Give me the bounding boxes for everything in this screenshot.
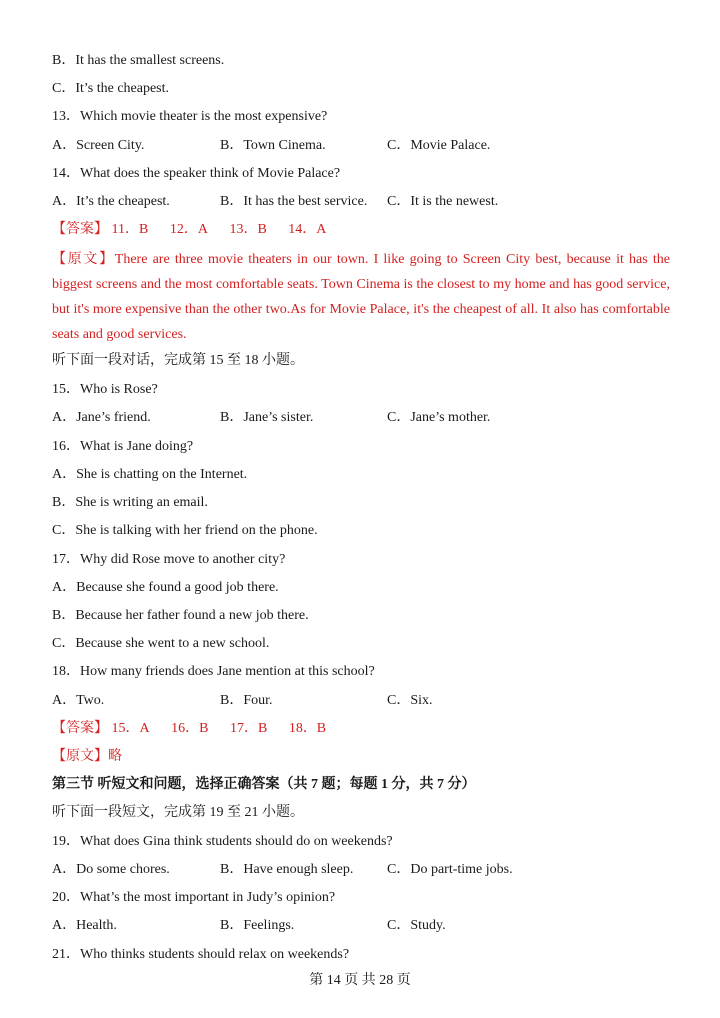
question-13: 13．Which movie theater is the most expensive?: [52, 109, 328, 124]
option-b: B．Because her father found a new job there.: [52, 608, 309, 623]
original-label: 【原文】: [52, 749, 108, 764]
answer-key-1: [52, 220, 344, 240]
option-a: A．Jane’s friend.: [52, 410, 151, 425]
answer-item: 16．B: [171, 721, 209, 736]
instruction-19-21: 听下面一段短文，完成第 19 至 21 小题。: [52, 805, 304, 820]
original-label: 【原文】: [52, 252, 115, 267]
question-17: 17．Why did Rose move to another city?: [52, 552, 286, 567]
question-14: 14．What does the speaker think of Movie Palace?: [52, 166, 341, 181]
answer-key-2: [52, 719, 344, 739]
question-19: 19．What does Gina think students should do on weekends?: [52, 834, 393, 849]
original-transcript: There are three movie theaters in our town. I like going to Screen City best, because it has the biggest screens and the most comfortable seats. Town Cinema is the closest to my home and has good service, but it's more expensive than the other two.As for Movie Palace, it's the cheapest of all. It also has comfortable seats and good services.: [52, 252, 670, 342]
option-line: C．It’s the cheapest.: [52, 81, 170, 96]
option-a: A．Health.: [52, 918, 117, 933]
question-15: 15．Who is Rose?: [52, 382, 158, 397]
option-c: C．Study.: [387, 918, 446, 933]
question-20: 20．What’s the most important in Judy’s opinion?: [52, 890, 336, 905]
option-b: B．Four.: [220, 693, 273, 708]
option-c: C．Because she went to a new school.: [52, 636, 270, 651]
answer-item: 11．B: [111, 222, 149, 237]
instruction-15-18: 听下面一段对话，完成第 15 至 18 小题。: [52, 353, 304, 368]
option-b: B．Jane’s sister.: [220, 410, 314, 425]
option-a: A．It’s the cheapest.: [52, 194, 170, 209]
option-c: C．Movie Palace.: [387, 138, 491, 153]
option-b: B．She is writing an email.: [52, 495, 208, 510]
answer-item: 13．B: [229, 222, 267, 237]
option-a: A．Two.: [52, 693, 105, 708]
option-c: C．She is talking with her friend on the phone.: [52, 523, 318, 538]
original-text-2: [52, 747, 122, 767]
original-text-1: [52, 247, 670, 347]
section-heading: 第三节 听短文和问题，选择正确答案（共 7 题；每题 1 分，共 7 分）: [52, 777, 476, 792]
option-c: C．Six.: [387, 693, 433, 708]
page-footer: 第 14 页 共 28 页: [309, 973, 411, 988]
question-16: 16．What is Jane doing?: [52, 439, 194, 454]
option-a: A．She is chatting on the Internet.: [52, 467, 248, 482]
answer-item: 12．A: [169, 222, 208, 237]
option-c: C．Do part-time jobs.: [387, 862, 513, 877]
option-b: B．Feelings.: [220, 918, 295, 933]
option-b: B．It has the best service.: [220, 194, 368, 209]
question-18: 18．How many friends does Jane mention at this school?: [52, 664, 375, 679]
answer-item: 15．A: [111, 721, 150, 736]
answer-item: 18．B: [288, 721, 327, 736]
answer-item: 17．B: [229, 721, 268, 736]
option-line: B．It has the smallest screens.: [52, 53, 225, 68]
answer-label: 【答案】: [52, 721, 108, 736]
question-21: 21．Who thinks students should relax on weekends?: [52, 947, 350, 962]
option-b: B．Have enough sleep.: [220, 862, 354, 877]
option-a: A．Screen City.: [52, 138, 145, 153]
option-b: B．Town Cinema.: [220, 138, 326, 153]
option-c: C．It is the newest.: [387, 194, 499, 209]
answer-label: 【答案】: [52, 222, 108, 237]
original-transcript: 略: [108, 749, 122, 764]
answer-item: 14．A: [288, 222, 327, 237]
option-a: A．Because she found a good job there.: [52, 580, 279, 595]
option-a: A．Do some chores.: [52, 862, 170, 877]
option-c: C．Jane’s mother.: [387, 410, 491, 425]
